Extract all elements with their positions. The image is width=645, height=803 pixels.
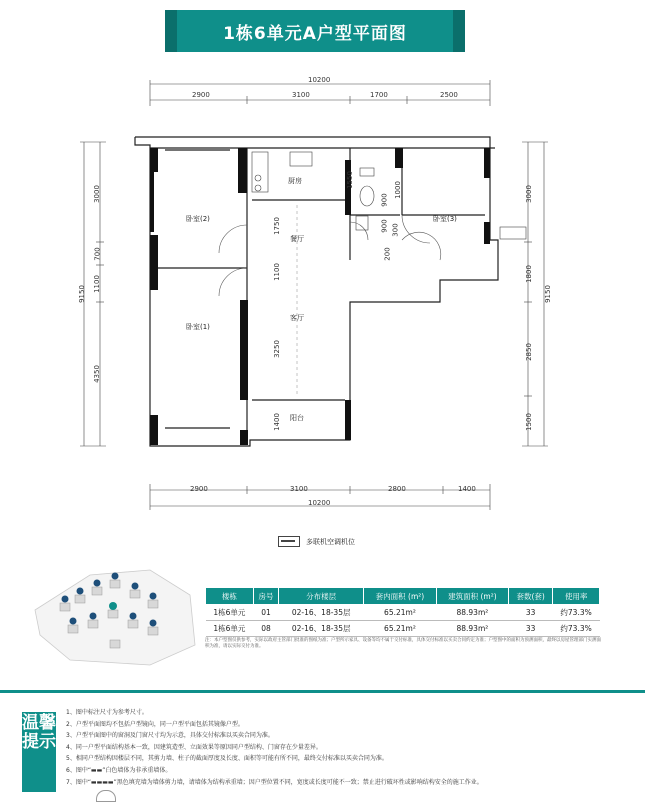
room-restaurant: 餐厅 [290, 235, 304, 243]
inner-dim-1750: 1750 [272, 217, 281, 235]
logo-icon [96, 790, 116, 802]
header-floors: 分布楼层 [279, 588, 364, 605]
inner-dim-3250: 3250 [272, 340, 281, 358]
tip-item: 6、图中“▬▬”白色墙体为非承重墙体。 [66, 766, 172, 774]
right-dim-1: 3000 [524, 185, 533, 203]
left-total-dim: 9150 [77, 285, 86, 303]
cell: 约73.3% [553, 605, 600, 621]
cell: 1栋6单元 [206, 605, 254, 621]
tip-item: 3、户型平面图中的窗洞及门窗尺寸均为示意，具体交付标准以买卖合同为准。 [66, 732, 274, 740]
tips-label: 温馨提示 [22, 712, 56, 792]
room-bedroom-3: 卧室(3) [433, 215, 457, 223]
left-dim-4: 4350 [92, 365, 101, 383]
right-dim-3: 2850 [524, 343, 533, 361]
left-dim-3: 1100 [92, 275, 101, 293]
cell: 08 [253, 621, 278, 637]
inner-dim-900a: 900 [380, 193, 389, 207]
bottom-dim-4: 1400 [458, 485, 476, 493]
inner-dim-1550: 1550 [345, 171, 354, 189]
top-dim-4: 2500 [440, 91, 458, 99]
right-dim-4: 1500 [524, 413, 533, 431]
header-building: 楼栋 [206, 588, 254, 605]
ac-unit-icon [278, 536, 300, 547]
inner-dim-1100: 1100 [272, 263, 281, 281]
bottom-dim-1: 2900 [190, 485, 208, 493]
cell: 约73.3% [553, 621, 600, 637]
room-kitchen: 厨房 [288, 177, 302, 185]
left-dim-1: 3000 [92, 185, 101, 203]
header-room: 房号 [253, 588, 278, 605]
table-row [206, 621, 600, 637]
cell: 65.21m² [364, 605, 436, 621]
page-title: 1栋6单元A户型平面图 [223, 23, 407, 44]
inner-dim-1400: 1400 [272, 413, 281, 431]
tip-item: 4、同一户型平面结构基本一致，因建筑造型、立面效果等原因同户型结构、门窗存在少量差异。 [66, 743, 322, 751]
top-total-dim: 10200 [308, 76, 331, 84]
table-row [206, 605, 600, 621]
tip-item: 5、相同户型结构因楼层不同，其剪力墙、柱子的截面厚度及长度、面积等可能有所不同，最终交付标准以买卖合同为准。 [66, 755, 388, 763]
inner-dim-1000: 1000 [393, 181, 402, 199]
cell: 01 [253, 605, 278, 621]
header-count: 套数(套) [509, 588, 553, 605]
fine-print-note: 注：本户型图仅供参考，实际以政府主管部门批准的图纸为准；户型所示家具、设备等均不属于交付标准，具体交付标准以买卖合同约定为准；户型图中的面积为预测面积，最终以房屋管理部门实测面积为准，请以实际交付为准。 [205, 638, 601, 649]
right-total-dim: 9150 [543, 285, 552, 303]
cell: 33 [509, 621, 553, 637]
header-inner-area: 套内面积 (m²) [364, 588, 436, 605]
inner-dim-900b: 900 [380, 219, 389, 233]
cell: 88.93m² [436, 605, 508, 621]
tips-list [66, 707, 626, 788]
table-header-row [206, 588, 600, 605]
room-bedroom-1: 卧室(1) [186, 323, 210, 331]
left-dim-2: 700 [93, 247, 102, 261]
cell: 88.93m² [436, 621, 508, 637]
top-dim-2: 3100 [292, 91, 310, 99]
tip-item: 2、户型平面图均不包括户型镜向，同一户型平面包括其镜像户型。 [66, 720, 244, 728]
inner-dim-300: 300 [391, 223, 400, 237]
door-swings [219, 215, 441, 296]
unit-info-table [205, 587, 600, 637]
legend-text: 多联机空调机位 [306, 537, 355, 546]
inner-dim-200: 200 [383, 247, 392, 261]
cell: 65.21m² [364, 621, 436, 637]
bottom-dim-3: 2800 [388, 485, 406, 493]
room-living: 客厅 [290, 314, 304, 322]
header-build-area: 建筑面积 (m²) [436, 588, 508, 605]
wall-outline [135, 137, 498, 446]
legend [278, 536, 355, 547]
tip-item: 7、图中“▬▬▬▬”黑色填充墙为墙体剪力墙，请墙体为结构承重墙；因户型位置不同，宽度或长度可能不一致；禁止进行破坏性或影响结构安全的施工作业。 [66, 778, 483, 786]
right-dim-2: 1800 [524, 265, 533, 283]
header-rate: 使用率 [553, 588, 600, 605]
cell: 02-16、18-35层 [279, 621, 364, 637]
tip-item: 1、图中标注尺寸为参考尺寸。 [66, 709, 148, 716]
room-balcony: 阳台 [290, 414, 304, 422]
cell: 02-16、18-35层 [279, 605, 364, 621]
top-dim-3: 1700 [370, 91, 388, 99]
room-bedroom-2: 卧室(2) [186, 215, 210, 223]
site-map [30, 565, 200, 675]
top-dim-1: 2900 [192, 91, 210, 99]
cell: 1栋6单元 [206, 621, 254, 637]
cell: 33 [509, 605, 553, 621]
bottom-dim-2: 3100 [290, 485, 308, 493]
bottom-total-dim: 10200 [308, 499, 331, 507]
